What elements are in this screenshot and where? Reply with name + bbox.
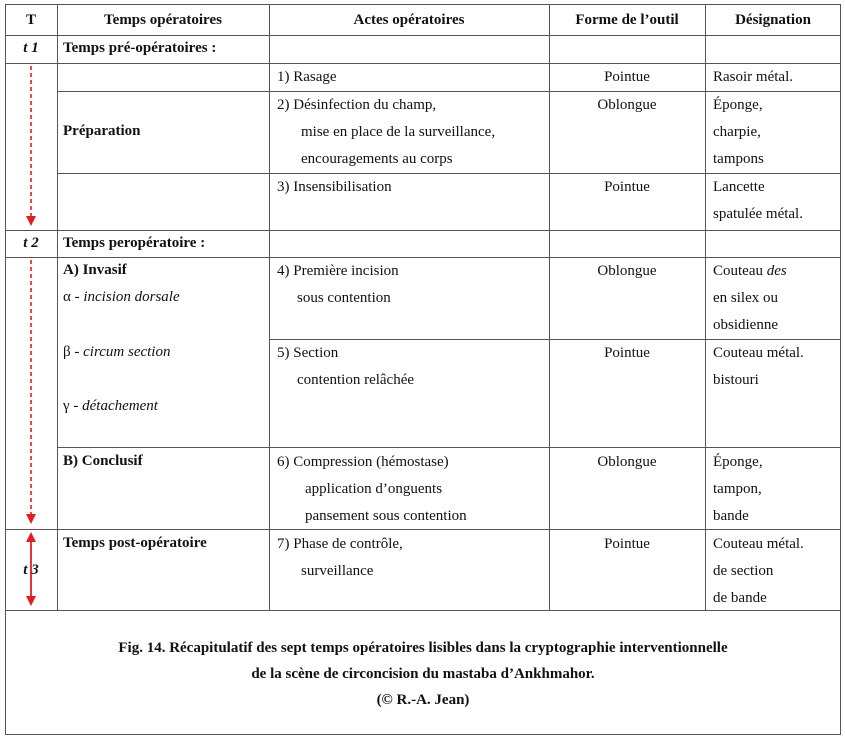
caption-line1: Fig. 14. Récapitulatif des sept temps opératoires lisibles dans la cryptographie interventionnelle	[118, 640, 728, 656]
designation-7-line2: de section	[713, 563, 774, 579]
designation-7-line1: Couteau métal.	[713, 536, 804, 552]
designation-4-des: des	[766, 263, 787, 279]
acte-6-line2: application d’onguents	[305, 481, 443, 497]
header-actes: Actes opératoires	[353, 12, 465, 28]
header-t: T	[25, 12, 36, 28]
designation-3-line1: Lancette	[713, 179, 765, 195]
forme-2: Oblongue	[597, 97, 657, 113]
forme-1: Pointue	[604, 69, 650, 85]
designation-2-line3: tampons	[713, 151, 764, 167]
designation-3-line2: spatulée métal.	[713, 206, 803, 222]
acte-2-line2: mise en place de la surveillance,	[301, 124, 496, 140]
temps-preparation: Préparation	[63, 123, 141, 139]
designation-4-line3: obsidienne	[713, 317, 778, 333]
temps-per: Temps peropératoire :	[63, 235, 206, 251]
forme-4: Oblongue	[597, 263, 657, 279]
temps-conclusif: B) Conclusif	[63, 453, 143, 469]
acte-5-line1: 5) Section	[277, 345, 339, 361]
arrow-t3-head-up	[26, 532, 36, 542]
designation-7-line3: de bande	[713, 590, 767, 606]
temps-pre: Temps pré-opératoires :	[63, 40, 217, 56]
header-designation: Désignation	[735, 12, 811, 28]
designation-2-line1: Éponge,	[713, 97, 763, 113]
acte-7-line2: surveillance	[301, 563, 374, 579]
alpha-separator: -	[70, 289, 84, 305]
arrow-t1-head	[26, 216, 36, 226]
gamma-separator: -	[69, 398, 83, 414]
beta-label: circum section	[83, 344, 171, 360]
acte-2-line3: encouragements au corps	[301, 151, 453, 167]
forme-3: Pointue	[604, 179, 650, 195]
alpha-symbol: α	[63, 289, 71, 305]
forme-7: Pointue	[604, 536, 650, 552]
header-temps: Temps opératoires	[104, 12, 222, 28]
acte-5-line2: contention relâchée	[297, 372, 415, 388]
acte-3: 3) Insensibilisation	[277, 179, 392, 195]
arrow-t3-head-down	[26, 596, 36, 606]
acte-4-line2: sous contention	[297, 290, 391, 306]
designation-4-couteau: Couteau	[713, 263, 767, 279]
time-marker-t2: t 2	[23, 235, 39, 251]
designation-5-line2: bistouri	[713, 372, 759, 388]
acte-2-line1: 2) Désinfection du champ,	[277, 97, 437, 113]
acte-4-line1: 4) Première incision	[277, 263, 399, 279]
designation-2-line2: charpie,	[713, 124, 761, 140]
caption-line2: de la scène de circoncision du mastaba d’Ankhmahor.	[251, 666, 595, 682]
designation-6-line3: bande	[713, 508, 749, 524]
gamma-symbol: γ	[63, 398, 70, 414]
acte-1: 1) Rasage	[277, 69, 337, 85]
temps-invasif: A) Invasif	[63, 262, 127, 278]
acte-6-line3: pansement sous contention	[305, 508, 467, 524]
timeline-arrows	[5, 4, 841, 735]
designation-5-line1: Couteau métal.	[713, 345, 804, 361]
beta-symbol: β	[63, 344, 71, 360]
designation-1: Rasoir métal.	[713, 69, 793, 85]
time-marker-t1: t 1	[23, 40, 39, 56]
gamma-label: détachement	[82, 398, 158, 414]
designation-4-line2: en silex ou	[713, 290, 778, 306]
acte-7-line1: 7) Phase de contrôle,	[277, 536, 403, 552]
alpha-label: incision dorsale	[83, 289, 180, 305]
acte-6-line1: 6) Compression (hémostase)	[277, 454, 449, 470]
forme-6: Oblongue	[597, 454, 657, 470]
designation-6-line2: tampon,	[713, 481, 762, 497]
designation-6-line1: Éponge,	[713, 454, 763, 470]
temps-post: Temps post-opératoire	[63, 535, 207, 551]
forme-5: Pointue	[604, 345, 650, 361]
caption-line3: (© R.-A. Jean)	[376, 692, 470, 708]
header-forme: Forme de l’outil	[575, 12, 679, 28]
time-marker-t3: t 3	[23, 562, 39, 578]
arrow-t2-head	[26, 514, 36, 524]
beta-separator: -	[70, 344, 84, 360]
table-frame	[5, 4, 841, 735]
